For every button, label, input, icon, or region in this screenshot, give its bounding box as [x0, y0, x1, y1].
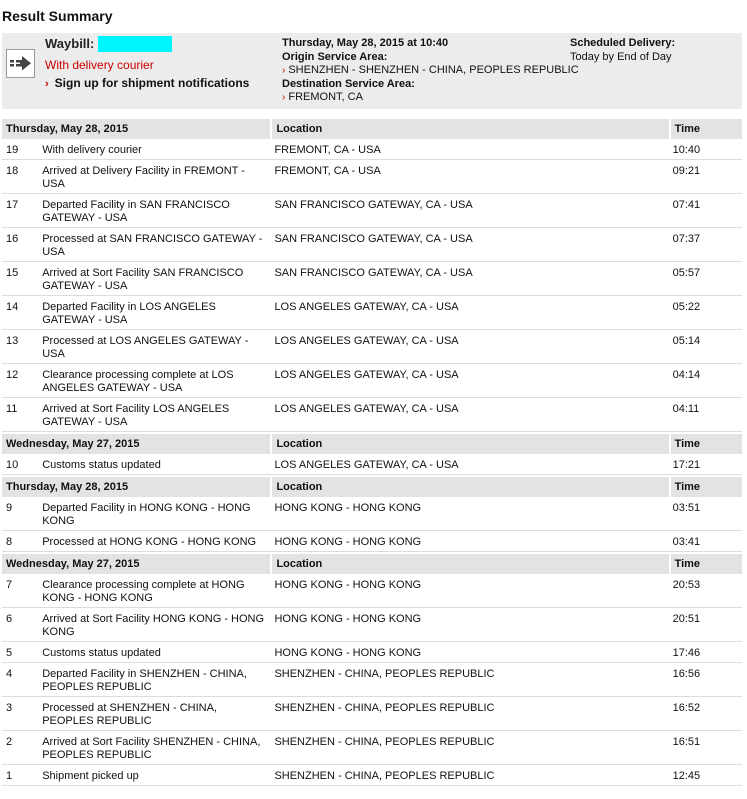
event-number: 3	[2, 699, 38, 731]
event-number: 13	[2, 332, 38, 364]
event-location: SAN FRANCISCO GATEWAY, CA - USA	[270, 196, 668, 228]
table-row	[2, 499, 742, 531]
event-location: HONG KONG - HONG KONG	[270, 610, 668, 642]
event-location: HONG KONG - HONG KONG	[270, 644, 668, 663]
table-row	[2, 665, 742, 697]
event-number: 9	[2, 499, 38, 531]
event-location: SHENZHEN - CHINA, PEOPLES REPUBLIC	[270, 733, 668, 765]
page-title: Result Summary	[2, 8, 113, 24]
event-location: HONG KONG - HONG KONG	[270, 499, 668, 531]
event-number: 10	[2, 456, 38, 475]
event-time: 20:53	[669, 576, 742, 608]
waybill-number-redacted	[98, 36, 172, 52]
event-location: SHENZHEN - CHINA, PEOPLES REPUBLIC	[270, 699, 668, 731]
event-location: FREMONT, CA - USA	[270, 162, 668, 194]
event-description: Clearance processing complete at HONG KONG - HONG KONG	[38, 576, 270, 608]
date-header-row	[2, 434, 742, 454]
event-description: Customs status updated	[38, 456, 270, 475]
event-location: SAN FRANCISCO GATEWAY, CA - USA	[270, 230, 668, 262]
event-location: HONG KONG - HONG KONG	[270, 576, 668, 608]
event-time: 03:51	[669, 499, 742, 531]
signup-notifications-link[interactable]	[45, 76, 249, 90]
chevron-right-icon: ›	[282, 92, 286, 103]
event-number: 12	[2, 366, 38, 398]
table-row	[2, 576, 742, 608]
event-location: SHENZHEN - CHINA, PEOPLES REPUBLIC	[270, 767, 668, 786]
table-row	[2, 733, 742, 765]
event-description: Arrived at Sort Facility SHENZHEN - CHINA, PEOPLES REPUBLIC	[38, 733, 270, 765]
event-number: 11	[2, 400, 38, 432]
event-time: 20:51	[669, 610, 742, 642]
result-summary-panel	[2, 33, 742, 109]
event-description: Arrived at Sort Facility LOS ANGELES GATEWAY - USA	[38, 400, 270, 432]
event-description: Departed Facility in HONG KONG - HONG KONG	[38, 499, 270, 531]
scheduled-value: Today by End of Day	[570, 50, 672, 63]
event-number: 8	[2, 533, 38, 552]
event-number: 15	[2, 264, 38, 296]
event-description: With delivery courier	[38, 141, 270, 160]
origin-value-row	[282, 64, 579, 78]
event-description: Arrived at Sort Facility SAN FRANCISCO GATEWAY - USA	[38, 264, 270, 296]
scheduled-delivery	[570, 37, 675, 64]
table-row	[2, 533, 742, 552]
event-time: 10:40	[669, 141, 742, 160]
destination-value-row	[282, 91, 579, 105]
table-row	[2, 196, 742, 228]
time-column-header: Time	[669, 477, 742, 497]
scheduled-label: Scheduled Delivery:	[570, 37, 676, 49]
event-location: FREMONT, CA - USA	[270, 141, 668, 160]
event-description: Departed Facility in SAN FRANCISCO GATEWAY - USA	[38, 196, 270, 228]
event-time: 16:52	[669, 699, 742, 731]
location-column-header: Location	[270, 119, 668, 139]
table-row	[2, 456, 742, 475]
event-time: 12:45	[669, 767, 742, 786]
chevron-right-icon: ›	[282, 65, 286, 76]
event-description: Departed Facility in LOS ANGELES GATEWAY - USA	[38, 298, 270, 330]
waybill-label: Waybill:	[45, 36, 95, 51]
event-time: 17:21	[669, 456, 742, 475]
event-number: 2	[2, 733, 38, 765]
event-location: LOS ANGELES GATEWAY, CA - USA	[270, 298, 668, 330]
event-number: 19	[2, 141, 38, 160]
event-number: 1	[2, 767, 38, 786]
event-description: Shipment picked up	[38, 767, 270, 786]
event-location: LOS ANGELES GATEWAY, CA - USA	[270, 400, 668, 432]
signup-notifications-label: Sign up for shipment notifications	[54, 76, 250, 90]
event-location: LOS ANGELES GATEWAY, CA - USA	[270, 366, 668, 398]
event-time: 16:56	[669, 665, 742, 697]
event-number: 6	[2, 610, 38, 642]
table-row	[2, 699, 742, 731]
event-description: Processed at HONG KONG - HONG KONG	[38, 533, 270, 552]
event-time: 16:51	[669, 733, 742, 765]
event-time: 04:14	[669, 366, 742, 398]
destination-label: Destination Service Area:	[282, 77, 415, 90]
event-description: Processed at SHENZHEN - CHINA, PEOPLES REPUBLIC	[38, 699, 270, 731]
event-time: 07:41	[669, 196, 742, 228]
event-number: 5	[2, 644, 38, 663]
group-date: Wednesday, May 27, 2015	[2, 554, 270, 574]
event-description: Departed Facility in SHENZHEN - CHINA, PEOPLES REPUBLIC	[38, 665, 270, 697]
event-description: Processed at SAN FRANCISCO GATEWAY - USA	[38, 230, 270, 262]
table-row	[2, 767, 742, 786]
group-date: Wednesday, May 27, 2015	[2, 434, 270, 454]
event-number: 17	[2, 196, 38, 228]
group-date: Thursday, May 28, 2015	[2, 119, 270, 139]
event-location: SHENZHEN - CHINA, PEOPLES REPUBLIC	[270, 665, 668, 697]
event-time: 09:21	[669, 162, 742, 194]
event-location: HONG KONG - HONG KONG	[270, 533, 668, 552]
table-row	[2, 162, 742, 194]
event-number: 7	[2, 576, 38, 608]
event-location: LOS ANGELES GATEWAY, CA - USA	[270, 456, 668, 475]
summary-datetime: Thursday, May 28, 2015 at 10:40	[282, 37, 449, 49]
event-time: 05:14	[669, 332, 742, 364]
event-location: SAN FRANCISCO GATEWAY, CA - USA	[270, 264, 668, 296]
event-location: LOS ANGELES GATEWAY, CA - USA	[270, 332, 668, 364]
table-row	[2, 644, 742, 663]
table-row	[2, 298, 742, 330]
table-row	[2, 366, 742, 398]
event-description: Processed at LOS ANGELES GATEWAY - USA	[38, 332, 270, 364]
date-header-row	[2, 119, 742, 139]
origin-label: Origin Service Area:	[282, 50, 388, 63]
event-number: 16	[2, 230, 38, 262]
table-row	[2, 332, 742, 364]
event-description: Arrived at Delivery Facility in FREMONT - USA	[38, 162, 270, 194]
event-description: Clearance processing complete at LOS ANGELES GATEWAY - USA	[38, 366, 270, 398]
event-number: 18	[2, 162, 38, 194]
time-column-header: Time	[669, 434, 742, 454]
table-row	[2, 400, 742, 432]
event-time: 03:41	[669, 533, 742, 552]
chevron-right-icon: ›	[45, 78, 49, 90]
date-header-row	[2, 554, 742, 574]
group-date: Thursday, May 28, 2015	[2, 477, 270, 497]
event-description: Arrived at Sort Facility HONG KONG - HONG KONG	[38, 610, 270, 642]
location-column-header: Location	[270, 554, 668, 574]
shipment-status: With delivery courier	[45, 58, 154, 72]
event-time: 05:57	[669, 264, 742, 296]
event-number: 4	[2, 665, 38, 697]
table-row	[2, 610, 742, 642]
table-row	[2, 230, 742, 262]
date-header-row	[2, 477, 742, 497]
tracking-events-table	[2, 117, 742, 788]
event-number: 14	[2, 298, 38, 330]
event-time: 07:37	[669, 230, 742, 262]
location-column-header: Location	[270, 477, 668, 497]
event-time: 04:11	[669, 400, 742, 432]
time-column-header: Time	[669, 119, 742, 139]
event-time: 17:46	[669, 644, 742, 663]
origin-value: SHENZHEN - SHENZHEN - CHINA, PEOPLES REPUBLIC	[288, 64, 579, 76]
service-areas	[282, 37, 579, 105]
event-description: Customs status updated	[38, 644, 270, 663]
arrow-right-icon	[6, 49, 35, 78]
table-row	[2, 264, 742, 296]
waybill	[45, 36, 172, 52]
time-column-header: Time	[669, 554, 742, 574]
destination-value: FREMONT, CA	[288, 91, 363, 103]
location-column-header: Location	[270, 434, 668, 454]
event-time: 05:22	[669, 298, 742, 330]
table-row	[2, 141, 742, 160]
